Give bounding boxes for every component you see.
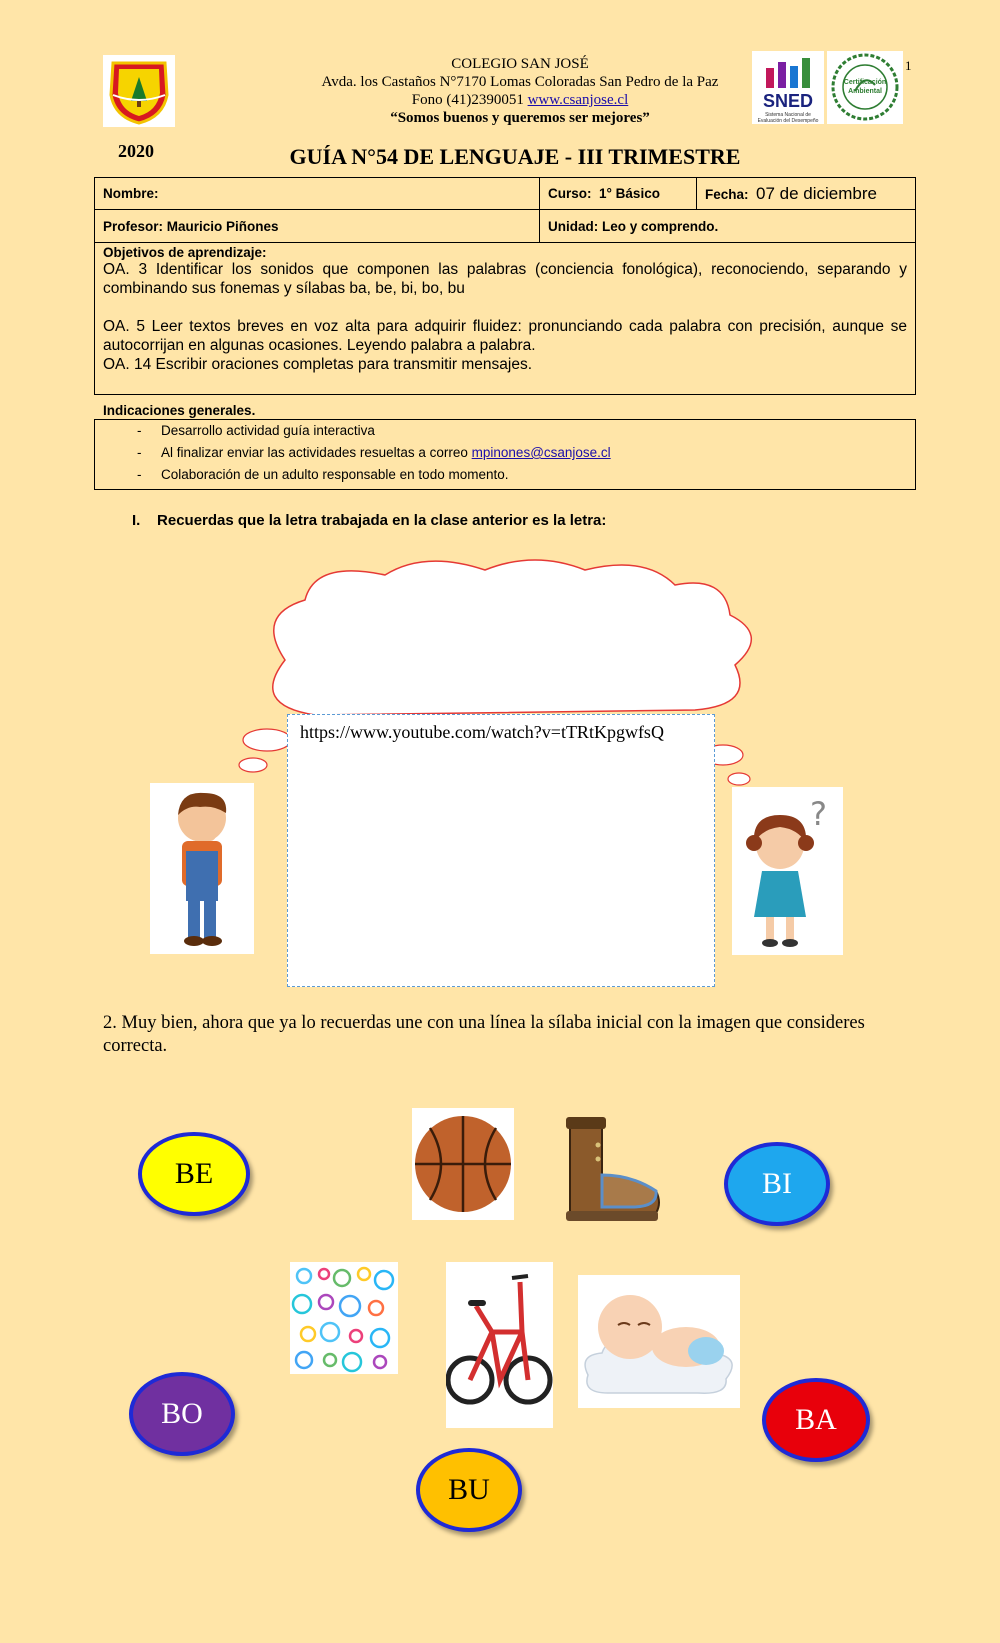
section-1-heading: [132, 512, 606, 529]
name-label: Nombre:: [103, 186, 159, 201]
date-value: 07 de diciembre: [756, 183, 877, 203]
objective-oa14: OA. 14 Escribir oraciones completas para transmitir mensajes.: [103, 356, 532, 373]
bubbles-icon[interactable]: [290, 1262, 398, 1374]
section-number: I.: [132, 512, 141, 529]
date-label: Fecha:: [705, 186, 749, 202]
bullet-dash: -: [137, 467, 142, 482]
course-value: 1° Básico: [599, 186, 660, 201]
school-motto: “Somos buenos y queremos ser mejores”: [390, 110, 650, 126]
phone-text: Fono (41)2390051: [411, 92, 528, 108]
email-link[interactable]: mpinones@csanjose.cl: [471, 445, 611, 460]
unit-text: Unidad: Leo y comprendo.: [548, 218, 719, 234]
indication-item: [137, 423, 375, 438]
indications-heading: Indicaciones generales.: [103, 403, 256, 418]
section-2-instruction: 2. Muy bien, ahora que ya lo recuerdas une con una línea la sílaba inicial con la imagen que consideres correcta.: [103, 1013, 865, 1056]
page-title: GUÍA N°54 DE LENGUAJE - III TRIMESTRE: [289, 144, 741, 169]
environmental-cert-icon: [827, 51, 903, 124]
date-cell: [697, 178, 916, 210]
unit-cell: [540, 210, 916, 243]
bullet-dash: -: [137, 445, 142, 460]
video-embed[interactable]: [287, 714, 715, 987]
teacher-text: Profesor: Mauricio Piñones: [103, 218, 279, 234]
indication-text: Desarrollo actividad guía interactiva: [161, 423, 375, 438]
info-table: [94, 177, 916, 395]
website-link[interactable]: www.csanjose.cl: [527, 92, 629, 108]
teacher-cell: [95, 210, 540, 243]
syllable-bu[interactable]: BU: [416, 1448, 522, 1532]
school-address: Avda. los Castaños N°7170 Lomas Coloradas San Pedro de la Paz: [321, 74, 719, 90]
syllable-ba[interactable]: BA: [762, 1378, 870, 1462]
school-header: [270, 55, 770, 127]
bullet-dash: -: [137, 423, 142, 438]
video-link[interactable]: https://www.youtube.com/watch?v=tTRtKpgwfsQ: [300, 722, 664, 742]
syllable-bi[interactable]: BI: [724, 1142, 830, 1226]
thinking-boy-icon: [150, 783, 254, 954]
course-label: Curso:: [548, 186, 592, 201]
objectives-cell: [95, 243, 916, 395]
sned-logo-icon: [752, 51, 824, 124]
syllable-bo[interactable]: BO: [129, 1372, 235, 1456]
school-phone: [270, 91, 770, 109]
indication-text: Colaboración de un adulto responsable en todo momento.: [161, 467, 509, 482]
indication-item: [137, 445, 611, 460]
indication-item: [137, 467, 509, 482]
boot-icon[interactable]: [562, 1115, 666, 1225]
school-name: COLEGIO SAN JOSÉ: [451, 56, 589, 72]
thinking-girl-icon: [732, 787, 843, 955]
svg-text:?: ?: [810, 795, 827, 833]
syllable-be[interactable]: BE: [138, 1132, 250, 1216]
baby-icon[interactable]: [578, 1275, 740, 1408]
year: 2020: [118, 141, 154, 161]
section-text: Recuerdas que la letra trabajada en la clase anterior es la letra:: [157, 512, 607, 529]
indications-box: [94, 419, 916, 490]
cert-label: Certificación Ambiental: [843, 79, 887, 95]
page-number: 1: [905, 58, 912, 73]
bicycle-icon[interactable]: [446, 1262, 553, 1428]
name-cell[interactable]: [95, 178, 540, 210]
objective-oa3: OA. 3 Identificar los sonidos que componen las palabras (conciencia fonológica), reconociendo, separando y combinando sus fonemas y sílabas ba, be, bi, bo, bu: [103, 261, 907, 297]
objectives-heading: Objetivos de aprendizaje:: [103, 245, 267, 260]
indication-text: Al finalizar enviar las actividades resueltas a correo: [161, 445, 472, 460]
school-crest-icon: [103, 55, 175, 127]
sned-label: SNED: [762, 91, 813, 111]
basketball-icon[interactable]: [412, 1108, 514, 1220]
sned-sub: Sistema Nacional de Evaluación del Desempeño: [757, 112, 819, 124]
objective-oa5: OA. 5 Leer textos breves en voz alta para adquirir fluidez: pronunciando cada palabra con precisión, aunque se autocorrijan en algunas ocasiones. Leyendo palabra a palabra.: [103, 318, 907, 354]
course-cell: [540, 178, 697, 210]
